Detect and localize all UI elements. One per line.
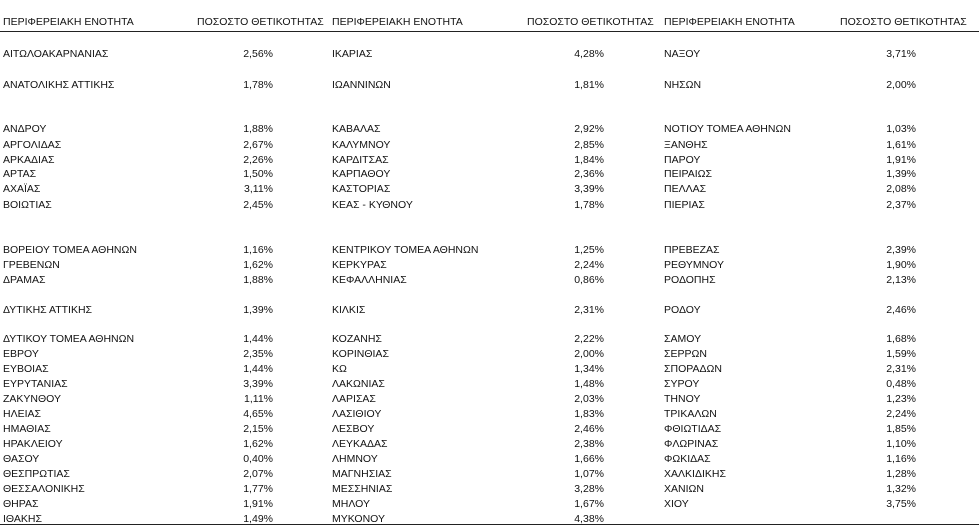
positivity-value: 2,07% — [243, 468, 273, 480]
positivity-value: 2,24% — [574, 259, 604, 271]
region-name: ΚΟΡΙΝΘΙΑΣ — [332, 348, 389, 360]
positivity-value: 1,25% — [574, 244, 604, 256]
positivity-value: 1,83% — [574, 408, 604, 420]
region-name: ΚΑΡΠΑΘΟΥ — [332, 168, 391, 180]
positivity-value: 2,46% — [574, 423, 604, 435]
positivity-value: 2,31% — [886, 363, 916, 375]
region-name: ΚΕΡΚΥΡΑΣ — [332, 259, 387, 271]
positivity-value: 1,34% — [574, 363, 604, 375]
positivity-value: 1,61% — [886, 139, 916, 151]
region-name: ΘΕΣΠΡΩΤΙΑΣ — [3, 468, 70, 480]
region-name: ΗΡΑΚΛΕΙΟΥ — [3, 438, 63, 450]
positivity-value: 1,78% — [574, 199, 604, 211]
positivity-value: 1,03% — [886, 123, 916, 135]
region-name: ΣΥΡΟΥ — [664, 378, 700, 390]
region-name: ΠΕΙΡΑΙΩΣ — [664, 168, 712, 180]
positivity-value: 2,31% — [574, 304, 604, 316]
region-name: ΚΑΡΔΙΤΣΑΣ — [332, 154, 389, 166]
region-name: ΦΩΚΙΔΑΣ — [664, 453, 711, 465]
positivity-value: 2,24% — [886, 408, 916, 420]
region-name: ΦΛΩΡΙΝΑΣ — [664, 438, 719, 450]
column-header-positivity-2: ΠΟΣΟΣΤΟ ΘΕΤΙΚΟΤΗΤΑΣ — [527, 16, 654, 28]
positivity-value: 1,59% — [886, 348, 916, 360]
region-name: ΒΟΡΕΙΟΥ ΤΟΜΕΑ ΑΘΗΝΩΝ — [3, 244, 137, 256]
region-name: ΑΡΓΟΛΙΔΑΣ — [3, 139, 62, 151]
positivity-value: 1,16% — [886, 453, 916, 465]
region-name: ΛΑΡΙΣΑΣ — [332, 393, 376, 405]
region-name: ΝΗΣΩΝ — [664, 79, 702, 91]
region-name: ΓΡΕΒΕΝΩΝ — [3, 259, 60, 271]
positivity-value: 1,90% — [886, 259, 916, 271]
region-name: ΗΜΑΘΙΑΣ — [3, 423, 51, 435]
region-name: ΜΑΓΝΗΣΙΑΣ — [332, 468, 392, 480]
positivity-value: 1,39% — [886, 168, 916, 180]
positivity-value: 1,16% — [243, 244, 273, 256]
positivity-value: 2,08% — [886, 183, 916, 195]
region-name: ΤΗΝΟΥ — [664, 393, 701, 405]
region-name: ΚΕΦΑΛΛΗΝΙΑΣ — [332, 274, 407, 286]
region-name: ΞΑΝΘΗΣ — [664, 139, 708, 151]
positivity-value: 3,71% — [886, 48, 916, 60]
region-name: ΑΧΑΪΑΣ — [3, 183, 41, 195]
column-header-region-1: ΠΕΡΙΦΕΡΕΙΑΚΗ ΕΝΟΤΗΤΑ — [3, 16, 134, 28]
positivity-value: 1,07% — [574, 468, 604, 480]
positivity-value: 1,62% — [243, 259, 273, 271]
positivity-value: 2,26% — [243, 154, 273, 166]
region-name: ΜΗΛΟΥ — [332, 498, 370, 510]
region-name: ΙΚΑΡΙΑΣ — [332, 48, 373, 60]
region-name: ΕΒΡΟΥ — [3, 348, 39, 360]
region-name: ΑΡΤΑΣ — [3, 168, 37, 180]
region-name: ΧΑΛΚΙΔΙΚΗΣ — [664, 468, 726, 480]
region-name: ΑΙΤΩΛΟΑΚΑΡΝΑΝΙΑΣ — [3, 48, 109, 60]
region-name: ΑΝΔΡΟΥ — [3, 123, 47, 135]
positivity-value: 2,22% — [574, 333, 604, 345]
region-name: ΝΑΞΟΥ — [664, 48, 701, 60]
positivity-value: 1,32% — [886, 483, 916, 495]
positivity-value: 2,92% — [574, 123, 604, 135]
region-name: ΜΕΣΣΗΝΙΑΣ — [332, 483, 393, 495]
region-name: ΠΙΕΡΙΑΣ — [664, 199, 705, 211]
region-name: ΙΩΑΝΝΙΝΩΝ — [332, 79, 391, 91]
positivity-value: 1,39% — [243, 304, 273, 316]
positivity-value: 1,66% — [574, 453, 604, 465]
positivity-value: 1,84% — [574, 154, 604, 166]
region-name: ΑΝΑΤΟΛΙΚΗΣ ΑΤΤΙΚΗΣ — [3, 79, 115, 91]
region-name: ΣΑΜΟΥ — [664, 333, 702, 345]
positivity-value: 2,67% — [243, 139, 273, 151]
positivity-value: 2,46% — [886, 304, 916, 316]
positivity-value: 0,48% — [886, 378, 916, 390]
positivity-value: 4,65% — [243, 408, 273, 420]
region-name: ΜΥΚΟΝΟΥ — [332, 513, 386, 525]
positivity-value: 1,91% — [243, 498, 273, 510]
region-name: ΚΕΑΣ - ΚΥΘΝΟΥ — [332, 199, 413, 211]
region-name: ΚΟΖΑΝΗΣ — [332, 333, 382, 345]
positivity-value: 1,11% — [244, 393, 273, 405]
region-name: ΚΙΛΚΙΣ — [332, 304, 366, 316]
positivity-value: 1,28% — [886, 468, 916, 480]
positivity-value: 1,77% — [243, 483, 273, 495]
table-bottom-rule — [0, 524, 979, 525]
positivity-value: 2,39% — [886, 244, 916, 256]
region-name: ΚΑΒΑΛΑΣ — [332, 123, 381, 135]
region-name: ΦΘΙΩΤΙΔΑΣ — [664, 423, 722, 435]
positivity-value: 2,38% — [574, 438, 604, 450]
region-name: ΘΑΣΟΥ — [3, 453, 40, 465]
positivity-value: 2,03% — [574, 393, 604, 405]
positivity-value: 1,81% — [574, 79, 604, 91]
positivity-value: 2,13% — [886, 274, 916, 286]
region-name: ΒΟΙΩΤΙΑΣ — [3, 199, 52, 211]
region-name: ΡΕΘΥΜΝΟΥ — [664, 259, 725, 271]
positivity-value: 2,00% — [574, 348, 604, 360]
positivity-value: 1,88% — [243, 123, 273, 135]
positivity-value: 1,23% — [886, 393, 916, 405]
positivity-value: 1,91% — [886, 154, 916, 166]
region-name: ΙΘΑΚΗΣ — [3, 513, 42, 525]
positivity-value: 4,38% — [574, 513, 604, 525]
positivity-value: 2,35% — [243, 348, 273, 360]
positivity-value: 1,48% — [574, 378, 604, 390]
column-header-region-3: ΠΕΡΙΦΕΡΕΙΑΚΗ ΕΝΟΤΗΤΑ — [664, 16, 795, 28]
positivity-value: 1,50% — [243, 168, 273, 180]
region-name: ΛΑΚΩΝΙΑΣ — [332, 378, 385, 390]
region-name: ΘΗΡΑΣ — [3, 498, 39, 510]
region-name: ΖΑΚΥΝΘΟΥ — [3, 393, 62, 405]
positivity-value: 3,11% — [244, 183, 273, 195]
region-name: ΘΕΣΣΑΛΟΝΙΚΗΣ — [3, 483, 85, 495]
region-name: ΗΛΕΙΑΣ — [3, 408, 42, 420]
positivity-value: 2,45% — [243, 199, 273, 211]
region-name: ΛΕΥΚΑΔΑΣ — [332, 438, 388, 450]
region-name: ΠΑΡΟΥ — [664, 154, 701, 166]
positivity-value: 3,39% — [243, 378, 273, 390]
positivity-value: 1,67% — [574, 498, 604, 510]
region-name: ΣΕΡΡΩΝ — [664, 348, 707, 360]
positivity-value: 1,10% — [886, 438, 916, 450]
positivity-value: 3,75% — [886, 498, 916, 510]
positivity-value: 2,37% — [886, 199, 916, 211]
region-name: ΣΠΟΡΑΔΩΝ — [664, 363, 722, 375]
region-name: ΝΟΤΙΟΥ ΤΟΜΕΑ ΑΘΗΝΩΝ — [664, 123, 791, 135]
positivity-value: 2,00% — [886, 79, 916, 91]
region-name: ΚΑΛΥΜΝΟΥ — [332, 139, 391, 151]
region-name: ΡΟΔΟΠΗΣ — [664, 274, 716, 286]
positivity-value: 2,36% — [574, 168, 604, 180]
region-name: ΧΙΟΥ — [664, 498, 689, 510]
region-name: ΚΩ — [332, 363, 347, 375]
column-header-positivity-3: ΠΟΣΟΣΤΟ ΘΕΤΙΚΟΤΗΤΑΣ — [840, 16, 967, 28]
region-name: ΔΥΤΙΚΟΥ ΤΟΜΕΑ ΑΘΗΝΩΝ — [3, 333, 135, 345]
region-name: ΠΡΕΒΕΖΑΣ — [664, 244, 720, 256]
positivity-value: 1,44% — [243, 363, 273, 375]
region-name: ΑΡΚΑΔΙΑΣ — [3, 154, 55, 166]
positivity-value: 2,15% — [243, 423, 273, 435]
header-underline — [0, 31, 979, 32]
positivity-value: 3,39% — [574, 183, 604, 195]
positivity-value: 1,85% — [886, 423, 916, 435]
region-name: ΔΥΤΙΚΗΣ ΑΤΤΙΚΗΣ — [3, 304, 93, 316]
region-name: ΕΥΡΥΤΑΝΙΑΣ — [3, 378, 68, 390]
positivity-value: 1,49% — [243, 513, 273, 525]
region-name: ΛΑΣΙΘΙΟΥ — [332, 408, 382, 420]
positivity-value: 0,86% — [574, 274, 604, 286]
region-name: ΚΕΝΤΡΙΚΟΥ ΤΟΜΕΑ ΑΘΗΝΩΝ — [332, 244, 479, 256]
region-name: ΤΡΙΚΑΛΩΝ — [664, 408, 717, 420]
region-name: ΛΗΜΝΟΥ — [332, 453, 378, 465]
region-name: ΕΥΒΟΙΑΣ — [3, 363, 49, 375]
region-name: ΛΕΣΒΟΥ — [332, 423, 375, 435]
positivity-value: 1,44% — [243, 333, 273, 345]
region-name: ΡΟΔΟΥ — [664, 304, 701, 316]
positivity-value: 3,28% — [574, 483, 604, 495]
positivity-value: 1,62% — [243, 438, 273, 450]
positivity-value: 2,85% — [574, 139, 604, 151]
positivity-value: 4,28% — [574, 48, 604, 60]
region-name: ΚΑΣΤΟΡΙΑΣ — [332, 183, 391, 195]
region-name: ΔΡΑΜΑΣ — [3, 274, 46, 286]
positivity-value: 1,88% — [243, 274, 273, 286]
positivity-value: 1,68% — [886, 333, 916, 345]
region-name: ΠΕΛΛΑΣ — [664, 183, 707, 195]
column-header-region-2: ΠΕΡΙΦΕΡΕΙΑΚΗ ΕΝΟΤΗΤΑ — [332, 16, 463, 28]
positivity-value: 2,56% — [243, 48, 273, 60]
positivity-value: 1,78% — [243, 79, 273, 91]
column-header-positivity-1: ΠΟΣΟΣΤΟ ΘΕΤΙΚΟΤΗΤΑΣ — [197, 16, 324, 28]
region-name: ΧΑΝΙΩΝ — [664, 483, 704, 495]
positivity-value: 0,40% — [243, 453, 273, 465]
